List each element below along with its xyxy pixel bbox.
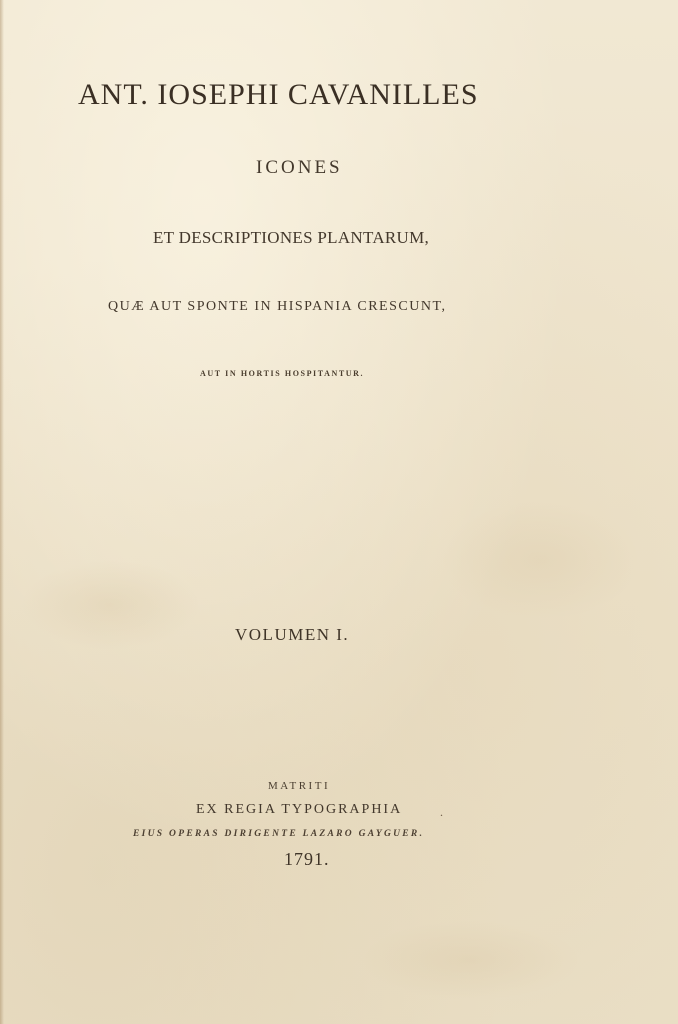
book-title: ICONES: [256, 157, 343, 178]
book-subtitle: ET DESCRIPTIONES PLANTARUM,: [153, 228, 430, 247]
imprint-year: 1791.: [284, 849, 330, 869]
imprint-city: MATRITI: [268, 780, 331, 792]
page-edge: [0, 0, 4, 1024]
imprint-director: EIUS OPERAS DIRIGENTE LAZARO GAYGUER.: [133, 829, 425, 839]
author-name: ANT. IOSEPHI CAVANILLES: [78, 78, 479, 111]
paper-stain: [20, 560, 200, 650]
imprint-press: EX REGIA TYPOGRAPHIA: [196, 802, 403, 817]
volume-number: VOLUMEN I.: [235, 625, 350, 644]
paper-stain: [360, 920, 580, 1000]
paper-stain: [440, 500, 640, 620]
book-qualifier: QUÆ AUT SPONTE IN HISPANIA CRESCUNT,: [108, 299, 447, 314]
book-qualifier-secondary: AUT IN HORTIS HOSPITANTUR.: [200, 369, 365, 378]
stray-dot: .: [440, 805, 443, 819]
